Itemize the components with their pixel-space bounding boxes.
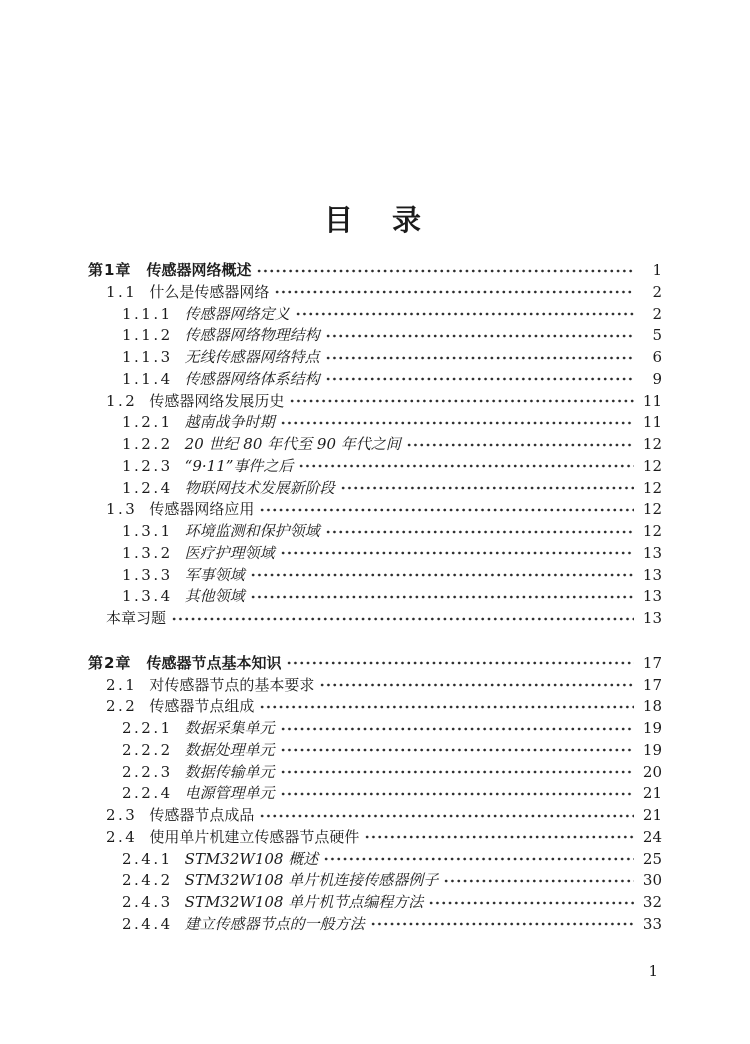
dot-leader xyxy=(280,740,634,762)
entry-title: 环境监测和保护领域 xyxy=(184,522,320,540)
entry-number: 1.3 xyxy=(106,500,138,519)
dot-leader xyxy=(325,347,634,369)
footer-page-number: 1 xyxy=(648,962,658,980)
entry-number: 2.4.4 xyxy=(122,914,173,933)
dot-leader xyxy=(364,827,634,849)
entry-title: 传感器网络体系结构 xyxy=(184,369,320,388)
entry-title: 数据传输单元 xyxy=(184,762,275,781)
dot-leader xyxy=(298,456,634,478)
dot-leader xyxy=(280,718,634,740)
entry-number: 2.1 xyxy=(106,675,138,694)
entry-page-number: 12 xyxy=(642,500,662,519)
entry-page-number: 12 xyxy=(642,522,662,540)
entry-title: 对传感器节点的基本要求 xyxy=(149,675,315,694)
entry-title: 物联网技术发展新阶段 xyxy=(184,478,335,497)
entry-page-number: 17 xyxy=(642,675,662,694)
entry-page-number: 13 xyxy=(642,565,662,584)
entry-title: 传感器网络物理结构 xyxy=(184,326,320,345)
dot-leader xyxy=(340,478,634,500)
dot-leader xyxy=(259,499,634,521)
entry-title: 越南战争时期 xyxy=(184,413,275,432)
toc-entry-row xyxy=(88,478,662,500)
toc-chapter-row xyxy=(88,653,662,675)
entry-page-number: 2 xyxy=(652,282,662,301)
toc-entry-row xyxy=(88,282,662,304)
entry-page-number: 18 xyxy=(642,697,662,716)
entry-page-number: 5 xyxy=(652,326,662,345)
dot-leader xyxy=(259,696,634,718)
entry-number: 2.4 xyxy=(106,827,138,846)
entry-page-number: 6 xyxy=(652,348,662,366)
entry-number: 1.3.2 xyxy=(122,543,173,562)
dot-leader xyxy=(428,892,634,914)
entry-number: 第1章 xyxy=(88,261,132,279)
page-title: 目 录 xyxy=(323,203,426,237)
entry-page-number: 32 xyxy=(642,893,662,911)
entry-page-number: 19 xyxy=(642,740,662,759)
entry-page-number: 21 xyxy=(642,806,662,824)
entry-title: 什么是传感器网络 xyxy=(149,282,270,301)
entry-page-number: 25 xyxy=(642,849,662,868)
entry-number: 2.2.4 xyxy=(122,784,173,803)
entry-title: 传感器网络发展历史 xyxy=(149,391,285,410)
entry-page-number: 19 xyxy=(642,719,662,737)
dot-leader xyxy=(443,870,634,892)
toc-entry-row xyxy=(88,543,662,565)
dot-leader xyxy=(280,783,634,805)
toc-entry-row xyxy=(88,696,662,718)
entry-number: 2.4.3 xyxy=(122,893,173,911)
toc-entry-row xyxy=(88,608,662,630)
toc-entry-row xyxy=(88,740,662,762)
entry-number: 1.2.3 xyxy=(122,456,173,475)
entry-page-number: 12 xyxy=(642,435,662,453)
toc-entry-row xyxy=(88,391,662,413)
toc-chapter-row xyxy=(88,260,662,282)
entry-title: 20 世纪 80 年代至 90 年代之间 xyxy=(184,435,401,453)
entry-number: 1.2.1 xyxy=(122,413,173,432)
entry-number: 1.3.4 xyxy=(122,587,173,606)
entry-title: 传感器节点基本知识 xyxy=(146,653,282,672)
entry-number: 1.2 xyxy=(106,391,138,410)
entry-page-number: 9 xyxy=(652,369,662,388)
toc-entry-row xyxy=(88,412,662,434)
dot-leader xyxy=(171,608,634,630)
entry-title: STM32W108 单片机节点编程方法 xyxy=(184,893,424,911)
entry-number: 1.1.1 xyxy=(122,304,173,323)
entry-number: 2.2.2 xyxy=(122,740,173,759)
toc-entry-row xyxy=(88,762,662,784)
dot-leader xyxy=(250,565,634,587)
entry-number: 1.1 xyxy=(106,282,138,301)
dot-leader xyxy=(323,849,634,871)
entry-title: 电源管理单元 xyxy=(184,784,275,803)
toc-entry-row xyxy=(88,827,662,849)
dot-leader xyxy=(274,282,634,304)
toc-entry-row xyxy=(88,586,662,608)
dot-leader xyxy=(406,434,634,456)
toc-entry-row xyxy=(88,675,662,697)
entry-title: 其他领域 xyxy=(184,587,245,606)
dot-leader xyxy=(370,914,634,936)
dot-leader xyxy=(289,391,634,413)
entry-page-number: 12 xyxy=(642,478,662,497)
toc-entry-row xyxy=(88,892,662,914)
entry-number: 第2章 xyxy=(88,653,132,672)
entry-page-number: 13 xyxy=(642,587,662,606)
entry-title: 军事领域 xyxy=(184,565,245,584)
entry-title: 传感器网络定义 xyxy=(184,304,290,323)
dot-leader xyxy=(280,412,634,434)
entry-number: 2.4.1 xyxy=(122,849,173,868)
entry-title: 传感器网络概述 xyxy=(146,261,252,279)
dot-leader xyxy=(250,586,634,608)
entry-title: 无线传感器网络特点 xyxy=(184,348,320,366)
entry-title: STM32W108 概述 xyxy=(184,849,319,868)
entry-page-number: 21 xyxy=(642,784,662,803)
entry-page-number: 11 xyxy=(642,413,662,432)
dot-leader xyxy=(259,805,634,827)
entry-title: 数据采集单元 xyxy=(184,719,275,737)
entry-page-number: 1 xyxy=(652,261,662,279)
entry-number: 1.2.4 xyxy=(122,478,173,497)
entry-number: 1.1.2 xyxy=(122,326,173,345)
entry-title: 医疗护理领域 xyxy=(184,543,275,562)
entry-title: 本章习题 xyxy=(106,609,167,627)
toc-entry-row xyxy=(88,849,662,871)
entry-number: 1.2.2 xyxy=(122,435,173,453)
entry-page-number: 24 xyxy=(642,827,662,846)
entry-page-number: 11 xyxy=(642,391,662,410)
entry-page-number: 2 xyxy=(652,304,662,323)
toc-entry-row xyxy=(88,434,662,456)
dot-leader xyxy=(319,675,634,697)
toc-entry-row xyxy=(88,805,662,827)
toc xyxy=(88,260,662,936)
toc-entry-row xyxy=(88,718,662,740)
entry-page-number: 17 xyxy=(642,653,662,672)
dot-leader xyxy=(280,543,634,565)
dot-leader xyxy=(325,521,634,543)
entry-title: STM32W108 单片机连接传感器例子 xyxy=(184,871,439,890)
toc-entry-row xyxy=(88,456,662,478)
dot-leader xyxy=(256,260,634,282)
entry-number: 1.3.1 xyxy=(122,522,173,540)
toc-entry-row xyxy=(88,304,662,326)
toc-entry-row xyxy=(88,499,662,521)
entry-number: 2.2.1 xyxy=(122,719,173,737)
entry-number: 2.2.3 xyxy=(122,762,173,781)
toc-entry-row xyxy=(88,325,662,347)
toc-entry-row xyxy=(88,870,662,892)
toc-entry-row xyxy=(88,347,662,369)
toc-entry-row xyxy=(88,783,662,805)
entry-title: 传感器节点成品 xyxy=(149,806,255,824)
dot-leader xyxy=(325,369,634,391)
entry-page-number: 13 xyxy=(642,609,662,627)
entry-page-number: 33 xyxy=(642,914,662,933)
toc-group xyxy=(88,260,662,630)
dot-leader xyxy=(295,304,634,326)
entry-number: 2.4.2 xyxy=(122,871,173,890)
entry-title: “9·11”事件之后 xyxy=(184,456,294,475)
toc-entry-row xyxy=(88,369,662,391)
entry-title: 传感器网络应用 xyxy=(149,500,255,519)
entry-page-number: 30 xyxy=(642,871,662,890)
entry-number: 2.3 xyxy=(106,806,138,824)
entry-title: 数据处理单元 xyxy=(184,740,275,759)
dot-leader xyxy=(325,325,634,347)
entry-number: 1.1.4 xyxy=(122,369,173,388)
entry-title: 使用单片机建立传感器节点硬件 xyxy=(149,827,360,846)
entry-page-number: 13 xyxy=(642,543,662,562)
entry-page-number: 12 xyxy=(642,456,662,475)
entry-title: 传感器节点组成 xyxy=(149,697,255,716)
entry-page-number: 20 xyxy=(642,762,662,781)
entry-number: 2.2 xyxy=(106,697,138,716)
entry-number: 1.1.3 xyxy=(122,348,173,366)
dot-leader xyxy=(280,762,634,784)
entry-title: 建立传感器节点的一般方法 xyxy=(184,914,365,933)
toc-entry-row xyxy=(88,521,662,543)
toc-group xyxy=(88,653,662,936)
entry-number: 1.3.3 xyxy=(122,565,173,584)
toc-entry-row xyxy=(88,914,662,936)
dot-leader xyxy=(286,653,634,675)
toc-entry-row xyxy=(88,565,662,587)
